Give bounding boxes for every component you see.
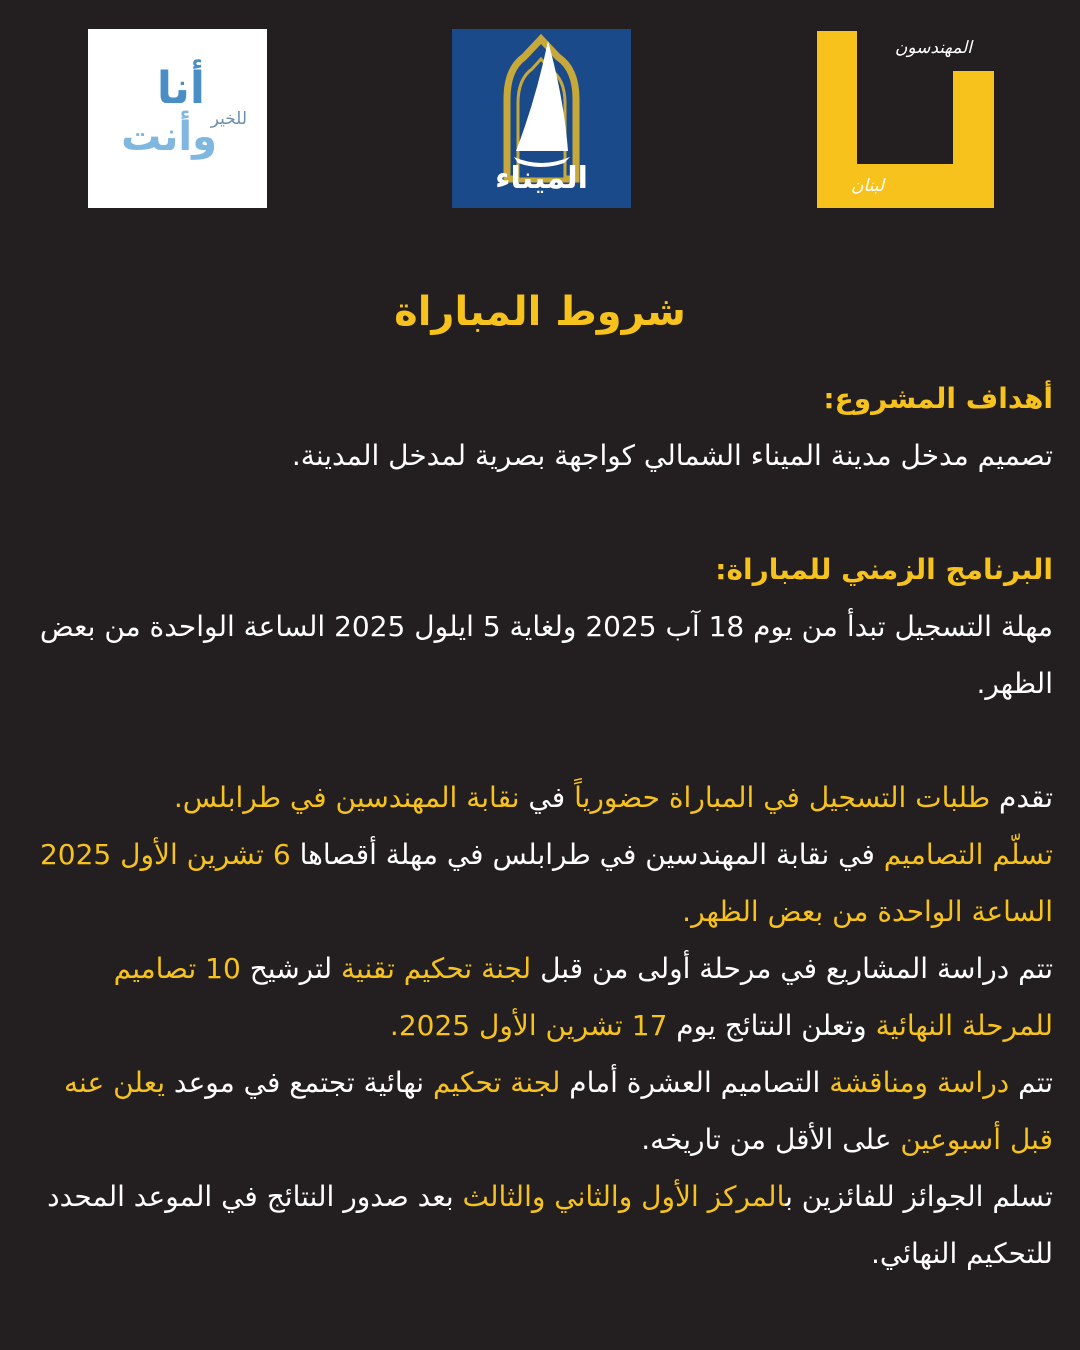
condition-paragraph bbox=[23, 1054, 1053, 1168]
condition-paragraph bbox=[23, 769, 1053, 826]
muhandisoun-logo-bottom-text: لبنان bbox=[851, 176, 885, 196]
objectives-text: تصميم مدخل مدينة الميناء الشمالي كواجهة بصرية لمدخل المدينة. bbox=[291, 439, 1053, 472]
schedule-heading: البرنامج الزمني للمباراة: bbox=[715, 553, 1053, 586]
spacer bbox=[23, 712, 1053, 769]
highlighted-text: 17 تشرين الأول 2025. bbox=[389, 1009, 668, 1042]
schedule-text: مهلة التسجيل تبدأ من يوم 18 آب 2025 ولغاية 5 ايلول 2025 الساعة الواحدة من بعض الظهر. bbox=[39, 610, 1053, 700]
body-text: تتم دراسة المشاريع في مرحلة أولى من قبل bbox=[531, 952, 1053, 985]
body-text: التصاميم العشرة أمام bbox=[560, 1066, 830, 1099]
ana-logo-line2: وأنت bbox=[121, 114, 217, 160]
body-text: نهائية تجتمع في موعد bbox=[164, 1066, 433, 1099]
highlighted-text: لجنة تحكيم bbox=[432, 1066, 561, 1099]
ana-wa-anta-logo bbox=[88, 29, 267, 208]
conditions-body bbox=[23, 370, 1053, 1282]
body-text: لترشيح bbox=[240, 952, 342, 985]
body-text: تسلم الجوائز للفائزين ب bbox=[785, 1180, 1053, 1213]
logos-row bbox=[0, 29, 1080, 209]
highlighted-text: تسلّم التصاميم bbox=[883, 838, 1053, 871]
highlighted-text: لجنة تحكيم تقنية bbox=[341, 952, 532, 985]
ana-logo-small-text: للخير bbox=[210, 109, 247, 129]
condition-paragraph bbox=[23, 826, 1053, 940]
muhandisoun-logo-top-text: المهندسون bbox=[894, 38, 972, 58]
body-text: تتم bbox=[1009, 1066, 1053, 1099]
condition-paragraph bbox=[23, 1168, 1053, 1282]
mina-logo-text: الميناء bbox=[495, 161, 588, 196]
highlighted-text: 10 تصاميم للمرحلة النهائية bbox=[113, 952, 1053, 1042]
objectives-heading: أهداف المشروع: bbox=[823, 382, 1053, 415]
body-text: في bbox=[519, 781, 575, 814]
conditions-paragraphs bbox=[23, 769, 1053, 1282]
highlighted-text: طلبات التسجيل في المباراة حضورياً bbox=[574, 781, 991, 814]
highlighted-text: المركز الأول والثاني والثالث bbox=[462, 1180, 786, 1213]
body-text: بعد صدور النتائج في الموعد المحدد للتحكيم النهائي. bbox=[47, 1180, 1053, 1270]
body-text: وتعلن النتائج يوم bbox=[667, 1009, 876, 1042]
muhandisoun-lubnan-logo bbox=[815, 29, 994, 208]
highlighted-text: يعلن عنه قبل أسبوعين bbox=[64, 1066, 1053, 1156]
spacer bbox=[23, 484, 1053, 541]
condition-paragraph bbox=[23, 940, 1053, 1054]
mina-municipality-logo bbox=[452, 29, 631, 208]
body-text: على الأقل من تاريخه. bbox=[641, 1123, 901, 1156]
body-text: تقدم bbox=[990, 781, 1053, 814]
page-title: شروط المباراة bbox=[394, 289, 686, 335]
ana-logo-line1: أنا bbox=[156, 63, 205, 114]
body-text: في نقابة المهندسين في طرابلس في مهلة أقصاها bbox=[290, 838, 884, 871]
highlighted-text: دراسة ومناقشة bbox=[829, 1066, 1010, 1099]
highlighted-text: نقابة المهندسين في طرابلس. bbox=[173, 781, 520, 814]
highlighted-text: 6 تشرين الأول 2025 الساعة الواحدة من بعض الظهر. bbox=[39, 838, 1053, 928]
